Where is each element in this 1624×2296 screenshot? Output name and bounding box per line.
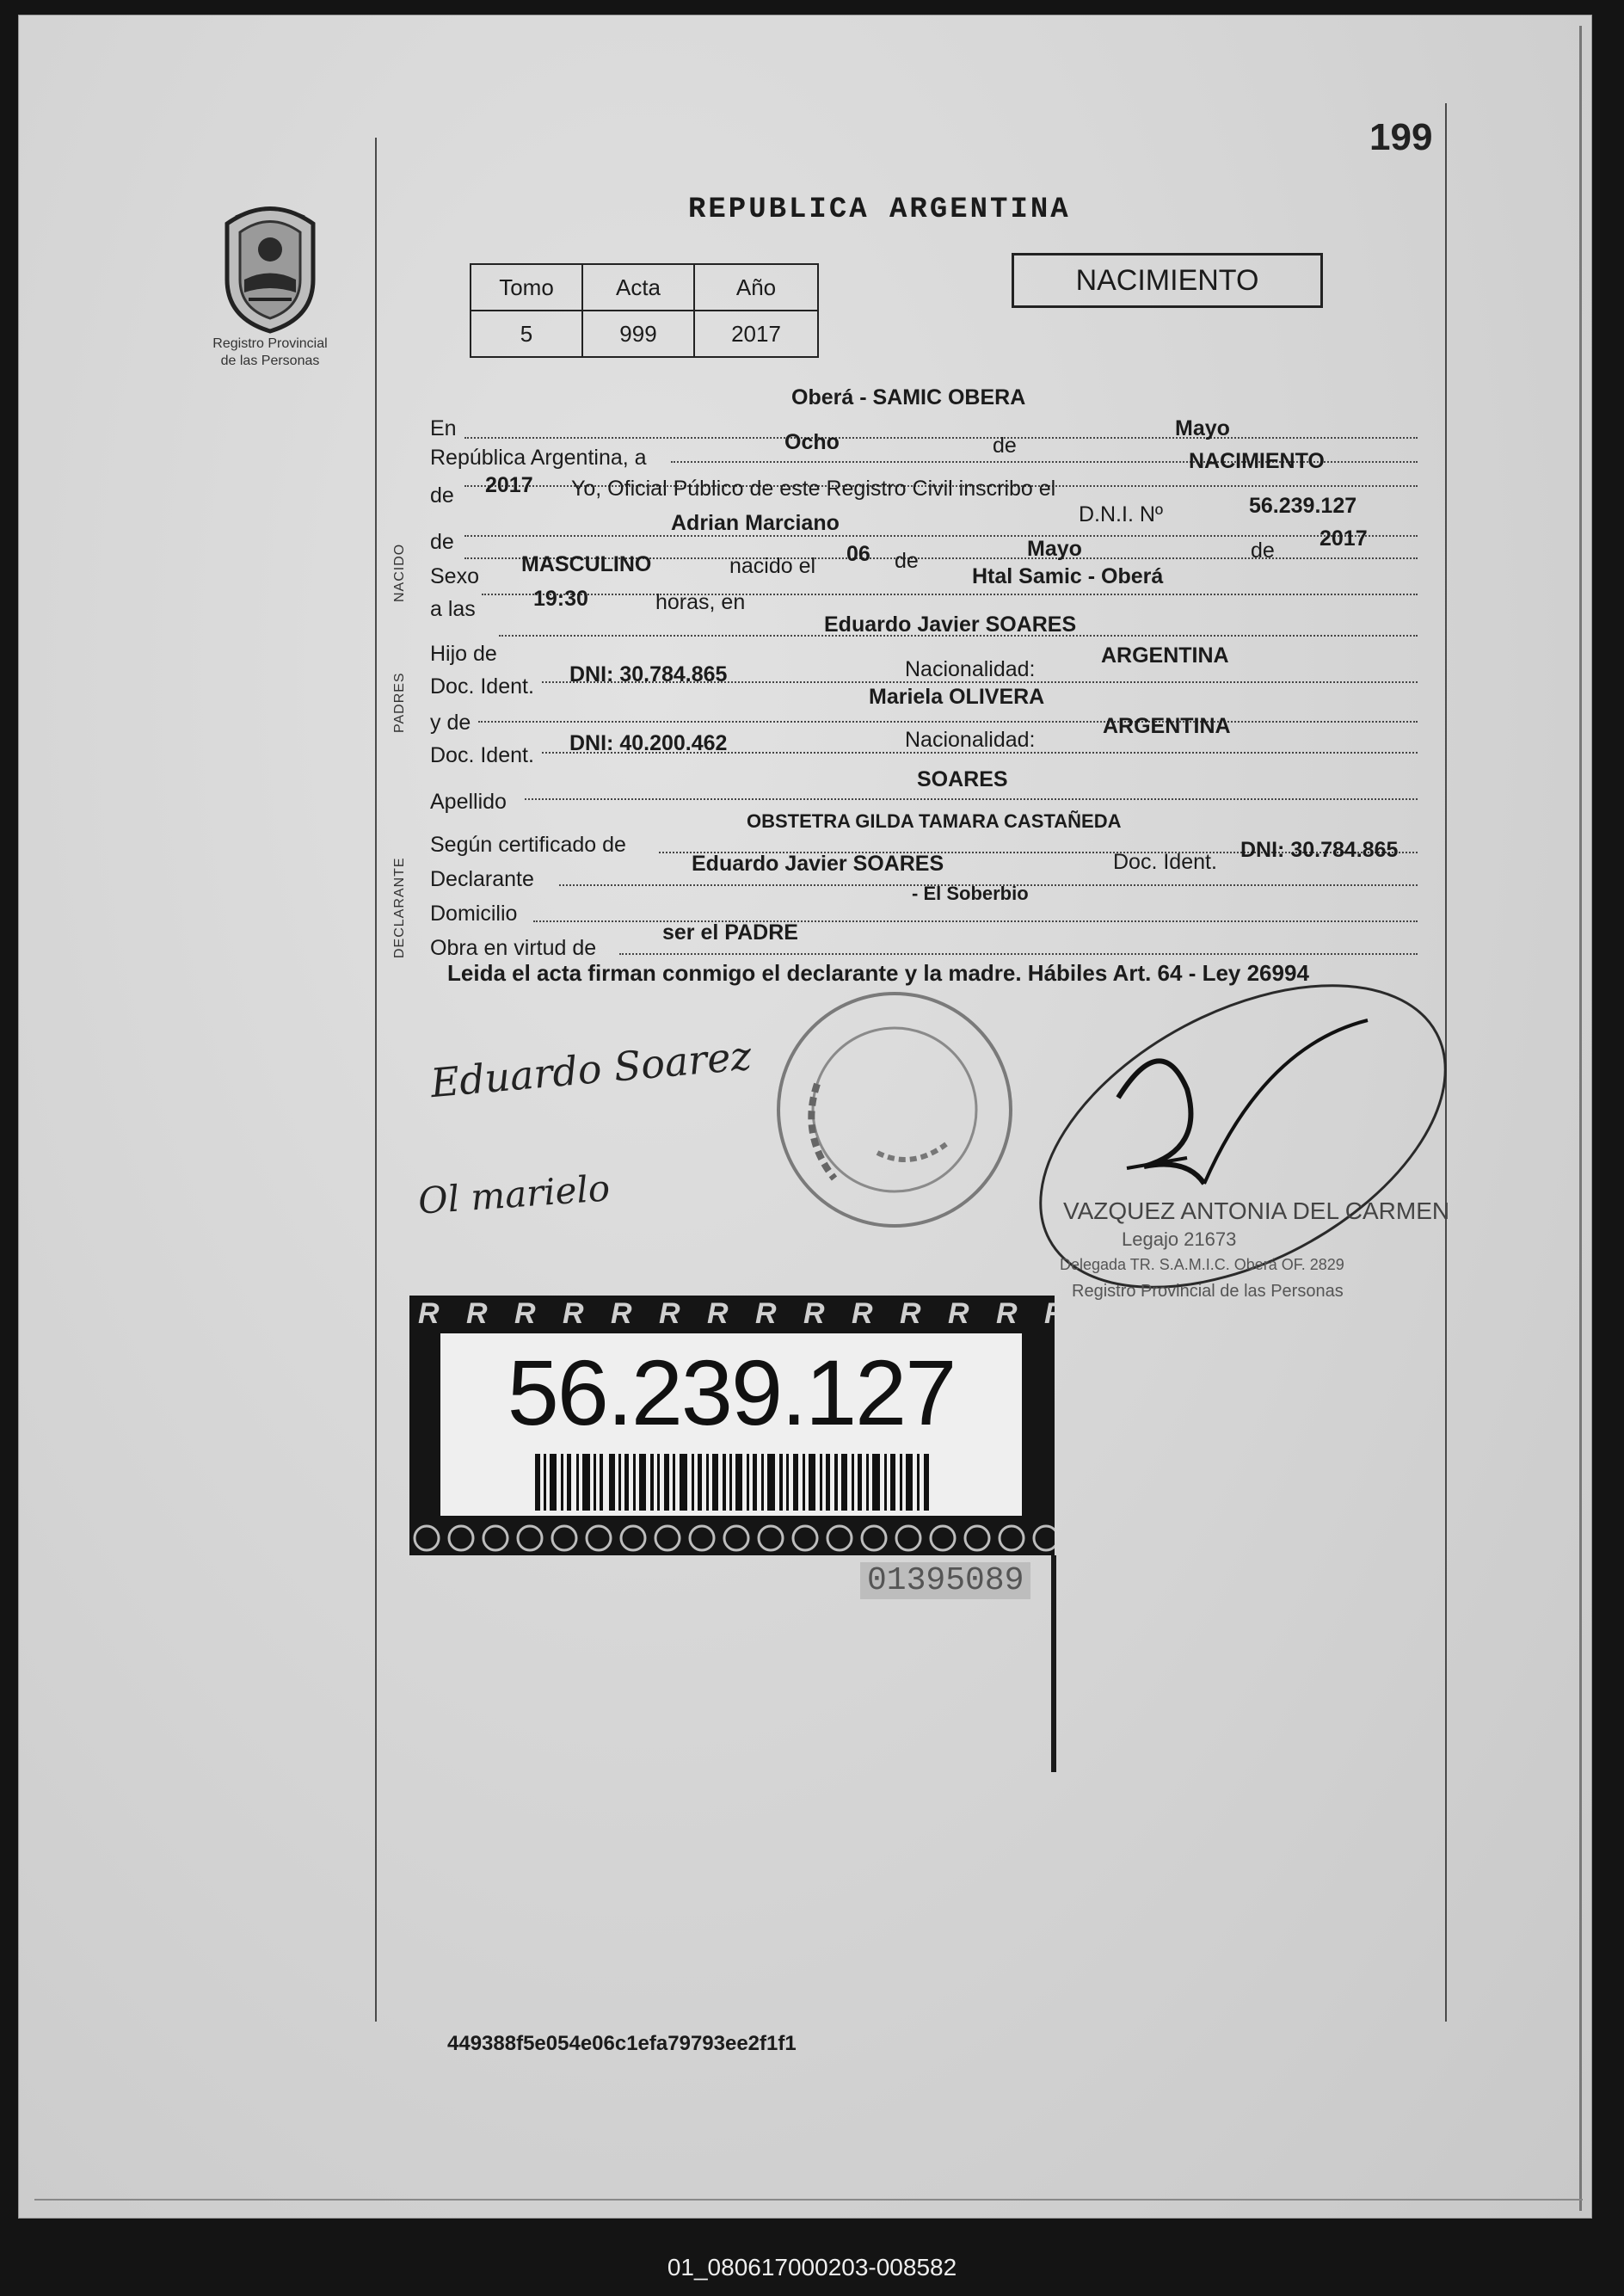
registry-caption [193, 335, 348, 370]
label-de-year: de [430, 483, 454, 508]
label-domicilio: Domicilio [430, 902, 518, 926]
label-apellido: Apellido [430, 790, 507, 814]
dni-barcode-sticker [409, 1296, 1055, 1555]
label-birth-de: de [895, 549, 919, 573]
value-dni: 56.239.127 [1249, 494, 1357, 518]
value-birth-month: Mayo [1027, 537, 1082, 561]
value-obra: ser el PADRE [662, 920, 798, 945]
value-domicilio: - El Soberbio [912, 883, 1029, 904]
fill-line [525, 798, 1418, 800]
father-signature: Eduardo Soarez [428, 1031, 754, 1107]
official-post: Delegada TR. S.A.M.I.C. Oberá OF. 2829 [1060, 1256, 1344, 1273]
oficial-text: Yo, Oficial Público de este Registro Civil inscribo el [571, 477, 1056, 501]
record-type-box: NACIMIENTO [1012, 253, 1323, 308]
label-certificado: Según certificado de [430, 833, 626, 857]
value-sexo: MASCULINO [521, 552, 652, 576]
value-tomo: 5 [471, 311, 582, 357]
registry-caption-line2: de las Personas [220, 354, 320, 368]
label-birth-de2: de [1251, 539, 1275, 563]
fill-line [464, 437, 1418, 439]
section-label-nacido: NACIDO [392, 543, 407, 602]
label-horas-en: horas, en [655, 590, 746, 614]
label-dni: D.N.I. Nº [1079, 502, 1164, 526]
value-father-nationality: ARGENTINA [1101, 643, 1229, 668]
value-certificado: OBSTETRA GILDA TAMARA CASTAÑEDA [747, 810, 1122, 832]
delegation-stamp [766, 981, 1024, 1239]
value-hour: 19:30 [533, 587, 588, 611]
sticker-tail-line [1051, 1555, 1056, 1772]
sticker-label [440, 1333, 1022, 1516]
left-margin-line [375, 138, 377, 2022]
label-de-name: de [430, 530, 454, 554]
value-declarante-doc: DNI: 30.784.865 [1240, 838, 1399, 862]
label-republica: República Argentina, a [430, 446, 647, 470]
label-en: En [430, 416, 457, 440]
label-father-nationality: Nacionalidad: [905, 657, 1036, 681]
label-declarante-doc: Doc. Ident. [1113, 850, 1217, 874]
value-anio: 2017 [694, 311, 818, 357]
section-label-declarante: DECLARANTE [392, 857, 407, 958]
value-father-name: Eduardo Javier SOARES [824, 612, 1077, 637]
label-de-month: de [993, 434, 1017, 458]
record-reference-table [470, 263, 819, 358]
label-a-las: a las [430, 597, 476, 621]
provincial-seal-icon [210, 198, 330, 335]
value-mother-doc: DNI: 40.200.462 [569, 731, 728, 755]
value-father-doc: DNI: 30.784.865 [569, 662, 728, 686]
value-acta: 999 [582, 311, 694, 357]
scan-footer-id: 01_080617000203-008582 [667, 2254, 957, 2281]
label-nacido-el: nacido el [729, 554, 816, 578]
label-y-de: y de [430, 711, 471, 735]
fill-line [482, 594, 1418, 595]
value-day: Ocho [784, 430, 840, 454]
value-declarante: Eduardo Javier SOARES [692, 852, 944, 876]
sticker-dni-number: 56.239.127 [507, 1340, 956, 1444]
sticker-pattern-bottom-icon [409, 1521, 1055, 1555]
value-inscribe: NACIMIENTO [1189, 449, 1325, 473]
value-birth-year: 2017 [1320, 526, 1368, 551]
official-registry: Registro Provincial de las Personas [1072, 1282, 1344, 1301]
label-obra: Obra en virtud de [430, 936, 597, 960]
value-en: Oberá - SAMIC OBERA [791, 385, 1026, 409]
label-father-doc: Doc. Ident. [430, 674, 534, 699]
paper-right-edge [1579, 26, 1582, 2211]
fill-line [478, 721, 1418, 723]
header-acta: Acta [582, 264, 694, 311]
sticker-pattern-icon [409, 1296, 1055, 1330]
label-declarante: Declarante [430, 867, 534, 891]
label-hijo-de: Hijo de [430, 642, 497, 666]
registry-caption-line1: Registro Provincial [212, 336, 328, 351]
record-table-header-row [471, 264, 818, 311]
official-legajo: Legajo 21673 [1122, 1228, 1237, 1250]
barcode-icon [535, 1454, 931, 1511]
paper-bottom-edge [34, 2199, 1583, 2201]
value-place: Htal Samic - Oberá [972, 564, 1164, 588]
header-anio: Año [694, 264, 818, 311]
label-mother-nationality: Nacionalidad: [905, 728, 1036, 752]
section-label-padres: PADRES [392, 672, 407, 733]
value-month: Mayo [1175, 416, 1230, 440]
official-signature [1006, 943, 1471, 1339]
sticker-serial: 01395089 [860, 1562, 1030, 1599]
document-hash: 449388f5e054e06c1efa79793ee2f1f1 [447, 2032, 797, 2055]
value-year: 2017 [485, 473, 533, 497]
label-mother-doc: Doc. Ident. [430, 743, 534, 767]
page-number: 199 [1369, 116, 1433, 158]
value-apellido: SOARES [917, 767, 1008, 791]
record-table-value-row [471, 311, 818, 357]
value-mother-name: Mariela OLIVERA [869, 685, 1045, 709]
fill-line [464, 535, 1418, 537]
label-sexo: Sexo [430, 564, 479, 588]
value-mother-nationality: ARGENTINA [1103, 714, 1231, 738]
header-tomo: Tomo [471, 264, 582, 311]
document-title: REPUBLICA ARGENTINA [688, 194, 1071, 226]
closing-statement: Leida el acta firman conmigo el declarante y la madre. Hábiles Art. 64 - Ley 26994 [447, 960, 1309, 986]
value-child-name: Adrian Marciano [671, 511, 840, 535]
mother-signature: Ol marielo [416, 1166, 612, 1222]
value-birth-day: 06 [846, 542, 870, 566]
official-name: VAZQUEZ ANTONIA DEL CARMEN [1063, 1197, 1450, 1224]
